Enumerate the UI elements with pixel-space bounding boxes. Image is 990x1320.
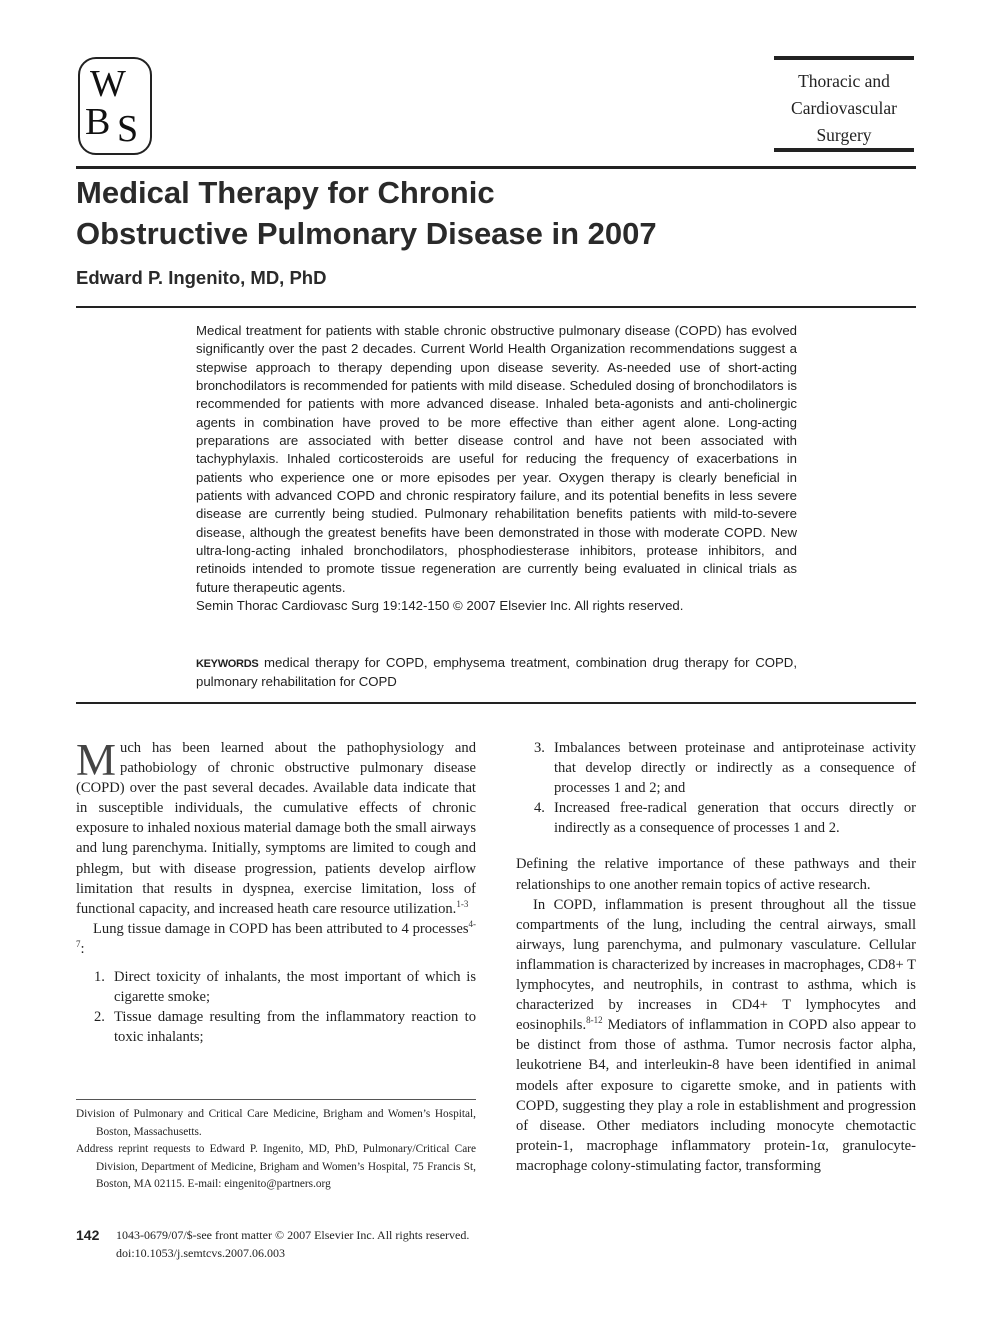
paragraph-text: In COPD, inflammation is present throughout all the tissue compartments of the lung, including the central airways, small airways, lung parenchyma, and pulmonary vasculature. Cellular inflammation is characterized by increases in macrophages, CD8+ T lymphocytes, and neutrophils, in contrast to asthma, which is characterized by increases in CD4+ T lymphocytes and eosinophils.	[516, 896, 916, 1034]
body-column-right	[516, 738, 916, 1176]
reference-superscript: 1-3	[456, 898, 469, 909]
footer-doi: doi:10.1053/j.semtcvs.2007.06.003	[116, 1245, 285, 1260]
keywords-label: KEYWORDS	[196, 658, 259, 670]
header-rule	[76, 166, 916, 169]
journal-name-line: Thoracic and	[798, 71, 890, 91]
affiliation-text: Division of Pulmonary and Critical Care Medicine, Brigham and Women’s Hospital, Boston, Massachusetts.	[76, 1108, 476, 1138]
paragraph-text: uch has been learned about the pathophysiology and pathobiology of chronic obstructive pulmonary disease (COPD) over the past several decades. Available data indicate that in susceptible individuals, the cumulative effects of chronic exposure to inhaled noxious material damage both the small airways and lung parenchyma. Initially, symptoms are limited to cough and phlegm, but with disease progression, patients develop airflow limitation that results in dyspnea, exercise limitation, loss of functional capacity, and increased heath care resource utilization.	[76, 740, 477, 917]
journal-name-line: Cardiovascular	[791, 98, 897, 118]
list-number: 2.	[94, 1009, 105, 1026]
list-item	[516, 738, 916, 798]
reprint-text: Address reprint requests to Edward P. Ingenito, MD, PhD, Pulmonary/Critical Care Division, Department of Medicine, Brigham and Women’s Hospital, 75 Francis St, Boston, MA 02115. E-mail: eingenito@partners.org	[76, 1143, 476, 1190]
list-text: Tissue damage resulting from the inflammatory reaction to toxic inhalants;	[114, 1009, 476, 1046]
body-column-left	[76, 735, 477, 1047]
list-text: Increased free-radical generation that occurs directly or indirectly as a consequence of processes 1 and 2.	[554, 800, 916, 837]
footnote-rule	[76, 1099, 476, 1100]
list-item	[76, 1007, 476, 1047]
logo-letter-s: S	[117, 108, 139, 150]
title-line: Obstructive Pulmonary Disease in 2007	[76, 216, 657, 251]
abstract	[196, 322, 797, 616]
journal-logo	[78, 57, 152, 155]
reference-superscript: 8-12	[586, 1015, 603, 1026]
title-line: Medical Therapy for Chronic	[76, 175, 495, 210]
list-text: Direct toxicity of inhalants, the most important of which is cigarette smoke;	[114, 969, 476, 1006]
author-name: Edward P. Ingenito, MD, PhD	[76, 267, 327, 288]
page-number: 142	[76, 1227, 100, 1243]
abstract-citation: Semin Thorac Cardiovasc Surg 19:142-150 © 2007 Elsevier Inc. All rights reserved.	[196, 598, 684, 614]
affiliation-footnote	[76, 1106, 476, 1194]
body-paragraph	[76, 735, 477, 919]
title-rule	[76, 306, 916, 308]
journal-name-box	[774, 56, 914, 154]
process-list-continued	[516, 738, 916, 838]
article-title	[76, 172, 836, 254]
paragraph-text: Lung tissue damage in COPD has been attributed to 4 processes	[93, 920, 469, 937]
body-paragraph	[76, 919, 476, 959]
body-paragraph: Defining the relative importance of these pathways and their relationships to one another remain topics of active research.	[516, 856, 916, 893]
list-number: 4.	[534, 800, 545, 817]
abstract-rule	[76, 702, 916, 704]
body-paragraph	[516, 895, 916, 1176]
drop-cap: M	[76, 735, 117, 785]
list-text: Imbalances between proteinase and antiproteinase activity that develop directly or indirectly as a consequence of processes 1 and 2; and	[554, 740, 916, 797]
logo-letter-b: B	[85, 101, 111, 143]
process-list	[76, 967, 476, 1047]
abstract-text: Medical treatment for patients with stable chronic obstructive pulmonary disease (COPD) has evolved significantly over the past 2 decades. Current World Health Organization recommendations suggest a stepwise approach to therapy depending upon disease severity. As-needed use of short-acting bronchodilators is recommended for patients with mild disease. Scheduled dosing of bronchodilators is recommended for patients with more advanced disease. Inhaled beta-agonists and anti-cholinergic agents in combination have proved to be more effective than either agent alone. Long-acting preparations are associated with better disease control and have not been associated with tachyphylaxis. Inhaled corticosteroids are useful for reducing the frequency of exacerbations in patients who experience one or more episodes per year. Oxygen therapy is clearly beneficial in patients with advanced COPD and chronic respiratory failure, and its potential benefits in less severe disease are currently being studied. Pulmonary rehabilitation benefits patients with mild-to-severe disease, although the greatest benefits have been demonstrated in those with moderate COPD. New ultra-long-acting inhaled bronchodilators, phosphodiesterase inhibitors, protease inhibitors, and retinoids intended to promote tissue regeneration are currently being evaluated in clinical trials as future therapeutic agents.	[196, 323, 797, 595]
paragraph-text: Mediators of inflammation in COPD also appear to be distinct from those of asthma. Tumor necrosis factor alpha, leukotriene B4, and interleukin-8 have been identified in animal models after exposure to cigarette smoke, and in patients with COPD, suggesting they play a role in establishment and progression of disease. Other mediators including monocyte chemotactic protein-1, macrophage inflammatory protein-1α, granulocyte-macrophage colony-stimulating factor, transforming	[516, 1017, 916, 1174]
footer-copyright: 1043-0679/07/$-see front matter © 2007 Elsevier Inc. All rights reserved.	[116, 1228, 470, 1242]
list-number: 3.	[534, 740, 545, 756]
reference-superscript: 4-7	[76, 918, 476, 949]
page-footer	[116, 1227, 469, 1262]
journal-box-top-rule	[774, 56, 914, 60]
keywords-text: medical therapy for COPD, emphysema treatment, combination drug therapy for COPD, pulmonary rehabilitation for COPD	[196, 655, 797, 690]
journal-name-line: Surgery	[816, 125, 872, 145]
paragraph-punctuation: :	[80, 940, 85, 957]
list-number: 1.	[94, 969, 105, 986]
logo-letter-w: W	[90, 63, 126, 105]
list-item	[516, 798, 916, 838]
list-item	[76, 967, 476, 1007]
journal-name	[774, 68, 914, 149]
keywords	[196, 654, 797, 692]
